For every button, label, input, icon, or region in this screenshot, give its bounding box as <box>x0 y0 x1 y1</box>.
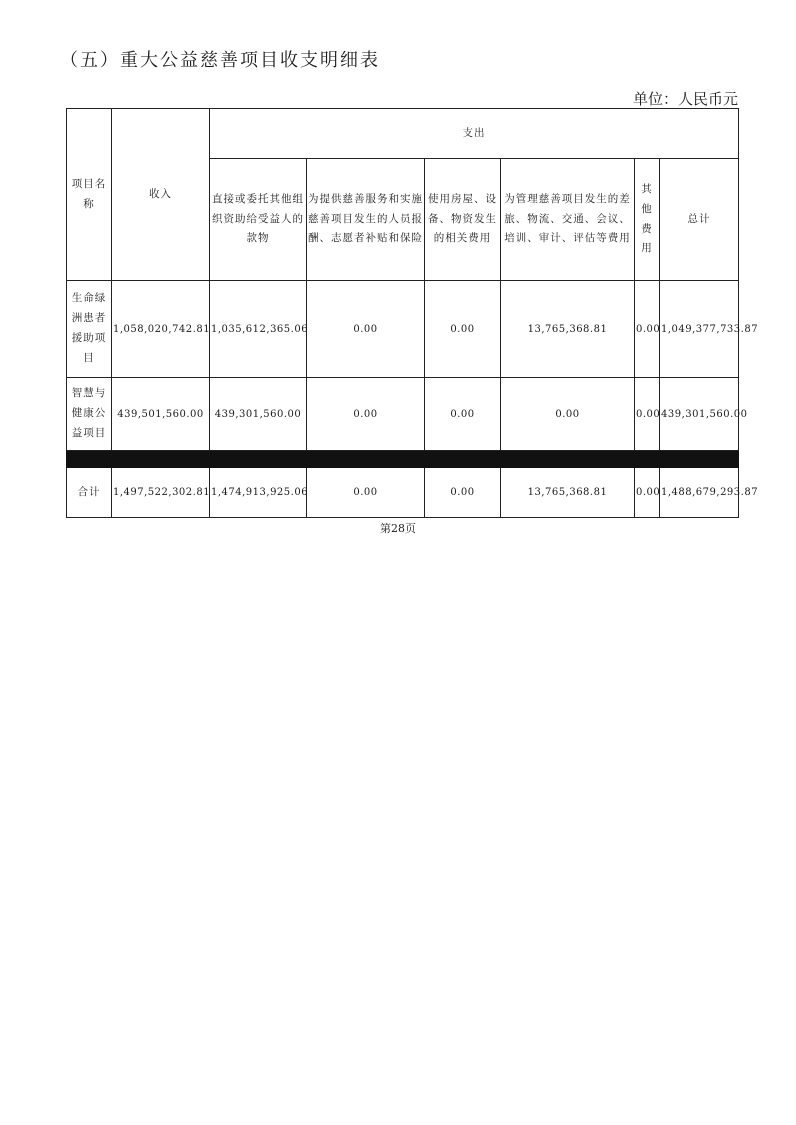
total-total: 1,488,679,293.87 <box>660 468 739 518</box>
redaction-bar <box>307 451 425 468</box>
total-income: 1,497,522,302.81 <box>112 468 210 518</box>
row-project-name: 智慧与健康公益项目 <box>67 378 112 451</box>
table-row <box>67 378 739 451</box>
header-direct-aid: 直接或委托其他组织资助给受益人的款物 <box>210 159 307 281</box>
row-other: 0.00 <box>635 378 660 451</box>
redaction-bar <box>112 451 210 468</box>
row-income: 439,501,560.00 <box>112 378 210 451</box>
header-project-name: 项目名称 <box>67 109 112 281</box>
total-other: 0.00 <box>635 468 660 518</box>
redaction-bar <box>67 451 112 468</box>
redaction-bar <box>501 451 635 468</box>
total-personnel: 0.00 <box>307 468 425 518</box>
redaction-bar <box>425 451 501 468</box>
row-total: 439,301,560.00 <box>660 378 739 451</box>
row-other: 0.00 <box>635 281 660 378</box>
row-direct-aid: 1,035,612,365.06 <box>210 281 307 378</box>
page-number: 第28页 <box>380 522 416 535</box>
row-project-name: 生命绿洲患者援助项目 <box>67 281 112 378</box>
row-management: 13,765,368.81 <box>501 281 635 378</box>
row-personnel: 0.00 <box>307 281 425 378</box>
total-direct-aid: 1,474,913,925.06 <box>210 468 307 518</box>
total-management: 13,765,368.81 <box>501 468 635 518</box>
row-total: 1,049,377,733.87 <box>660 281 739 378</box>
table-row <box>67 281 739 378</box>
redacted-row <box>67 451 739 468</box>
document-title: （五）重大公益慈善项目收支明细表 <box>60 50 380 71</box>
header-income: 收入 <box>112 109 210 281</box>
redaction-bar <box>210 451 307 468</box>
header-management: 为管理慈善项目发生的差旅、物流、交通、会议、培训、审计、评估等费用 <box>501 159 635 281</box>
row-facility: 0.00 <box>425 281 501 378</box>
header-personnel: 为提供慈善服务和实施慈善项目发生的人员报酬、志愿者补贴和保险 <box>307 159 425 281</box>
header-facility: 使用房屋、设备、物资发生的相关费用 <box>425 159 501 281</box>
row-facility: 0.00 <box>425 378 501 451</box>
total-label: 合计 <box>67 468 112 518</box>
row-direct-aid: 439,301,560.00 <box>210 378 307 451</box>
row-income: 1,058,020,742.81 <box>112 281 210 378</box>
redaction-bar <box>635 451 660 468</box>
header-other: 其他费用 <box>635 159 660 281</box>
total-row <box>67 468 739 518</box>
row-management: 0.00 <box>501 378 635 451</box>
header-row-top <box>67 109 739 159</box>
total-facility: 0.00 <box>425 468 501 518</box>
header-total: 总计 <box>660 159 739 281</box>
row-personnel: 0.00 <box>307 378 425 451</box>
charity-project-table <box>66 108 759 518</box>
redaction-bar <box>660 451 739 468</box>
currency-unit-label: 单位：人民币元 <box>632 90 738 108</box>
header-expenditure: 支出 <box>210 109 739 159</box>
